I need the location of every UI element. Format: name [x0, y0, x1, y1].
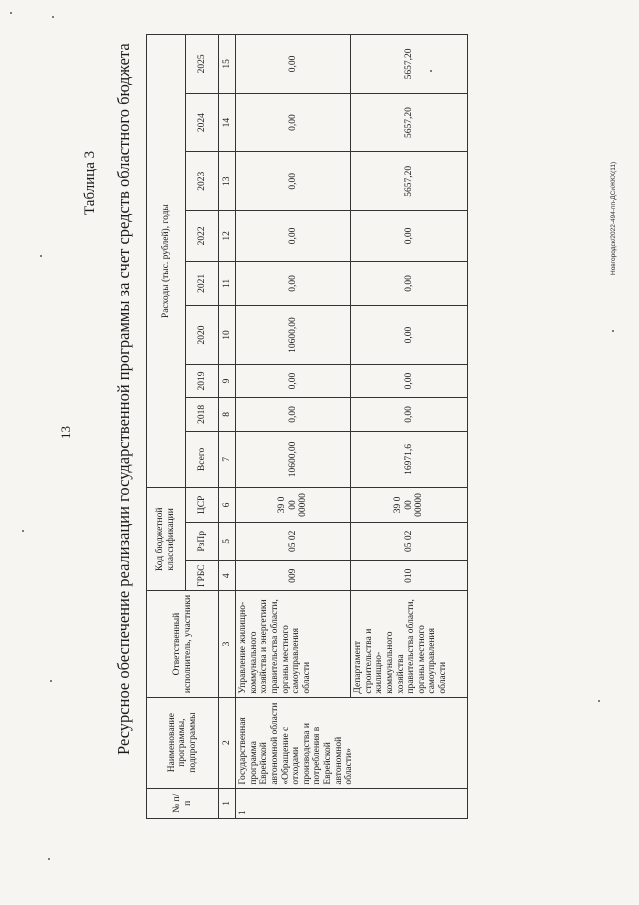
scan-speck [430, 70, 432, 72]
year-value: 0,00 [351, 306, 468, 365]
column-number: 7 [219, 431, 236, 488]
row-num: 1 [236, 788, 468, 818]
column-number: 6 [219, 488, 236, 522]
rzpr-cell: 05 02 [236, 522, 351, 560]
rzpr-cell: 05 02 [351, 522, 468, 560]
header-budget-code: Код бюджетной классификации [147, 488, 186, 591]
year-value: 5657,20 [351, 35, 468, 94]
header-name: Наименование программы, подпрограммы [147, 697, 219, 788]
year-value: 0,00 [236, 93, 351, 152]
year-value: 0,00 [236, 261, 351, 306]
year-value: 0,00 [351, 211, 468, 262]
scan-speck [10, 12, 12, 14]
header-rzpr: РзПр [186, 522, 219, 560]
year-value: 0,00 [351, 398, 468, 431]
year-value: 0,00 [351, 261, 468, 306]
header-total: Всего [186, 431, 219, 488]
csr-cell: 39 0 00 00000 [236, 488, 351, 522]
column-number: 1 [219, 788, 236, 818]
page-title: Ресурсное обеспечение реализации государственной программы за счет средств областного бюджета [114, 43, 133, 755]
column-number: 3 [219, 591, 236, 697]
header-grbs: ГРБС [186, 561, 219, 591]
scan-speck [50, 680, 52, 682]
column-number: 13 [219, 152, 236, 211]
scan-speck [40, 255, 42, 257]
column-number: 14 [219, 93, 236, 152]
total-cell: 16971,6 [351, 431, 468, 488]
year-value: 0,00 [236, 364, 351, 397]
header-executor: Ответственный исполнитель, участники [147, 591, 219, 697]
csr-cell: 39 0 00 00000 [351, 488, 468, 522]
column-number: 5 [219, 522, 236, 560]
scan-speck [52, 16, 54, 18]
header-num: № п/п [147, 788, 219, 818]
column-number: 2 [219, 697, 236, 788]
column-number: 12 [219, 211, 236, 262]
table-row [236, 35, 351, 819]
header-year: 2018 [186, 398, 219, 431]
header-year: 2020 [186, 306, 219, 365]
header-year: 2024 [186, 93, 219, 152]
year-value: 5657,20 [351, 93, 468, 152]
column-number: 11 [219, 261, 236, 306]
page-number: 13 [58, 426, 73, 439]
column-number: 8 [219, 398, 236, 431]
document-footer: Новгородск/2022-494-пп-ДСиЖКХ(11) [610, 161, 617, 275]
column-number-row [219, 35, 236, 819]
year-value: 0,00 [236, 211, 351, 262]
executor-cell: Управление жилищно-коммунального хозяйства и энергетики правительства области, органы местного самоуправления области [236, 591, 351, 697]
program-name: Государственная программа Еврейской автономной области «Обращение с отходами производства и потребления в Еврейской автономной области» [236, 697, 468, 788]
column-number: 15 [219, 35, 236, 94]
total-cell: 10600,00 [236, 431, 351, 488]
table-label: Таблица 3 [82, 150, 98, 215]
expenses-table [146, 34, 468, 819]
header-year: 2019 [186, 364, 219, 397]
header-year: 2021 [186, 261, 219, 306]
scan-speck [598, 700, 600, 702]
grbs-cell: 009 [236, 561, 351, 591]
grbs-cell: 010 [351, 561, 468, 591]
scan-speck [612, 330, 614, 332]
column-number: 9 [219, 364, 236, 397]
executor-cell: Департамент строительства и жилищно-коммунального хозяйства правительства области, органы местного самоуправления области [351, 591, 468, 697]
column-number: 10 [219, 306, 236, 365]
header-year: 2025 [186, 35, 219, 94]
scan-speck [48, 858, 50, 860]
column-number: 4 [219, 561, 236, 591]
year-value: 0,00 [351, 364, 468, 397]
scan-speck [22, 530, 24, 532]
header-csr: ЦСР [186, 488, 219, 522]
year-value: 0,00 [236, 398, 351, 431]
header-year: 2023 [186, 152, 219, 211]
header-expenses: Расходы (тыс. рублей), годы [147, 35, 186, 488]
year-value: 10600,00 [236, 306, 351, 365]
year-value: 5657,20 [351, 152, 468, 211]
header-year: 2022 [186, 211, 219, 262]
year-value: 0,00 [236, 152, 351, 211]
year-value: 0,00 [236, 35, 351, 94]
